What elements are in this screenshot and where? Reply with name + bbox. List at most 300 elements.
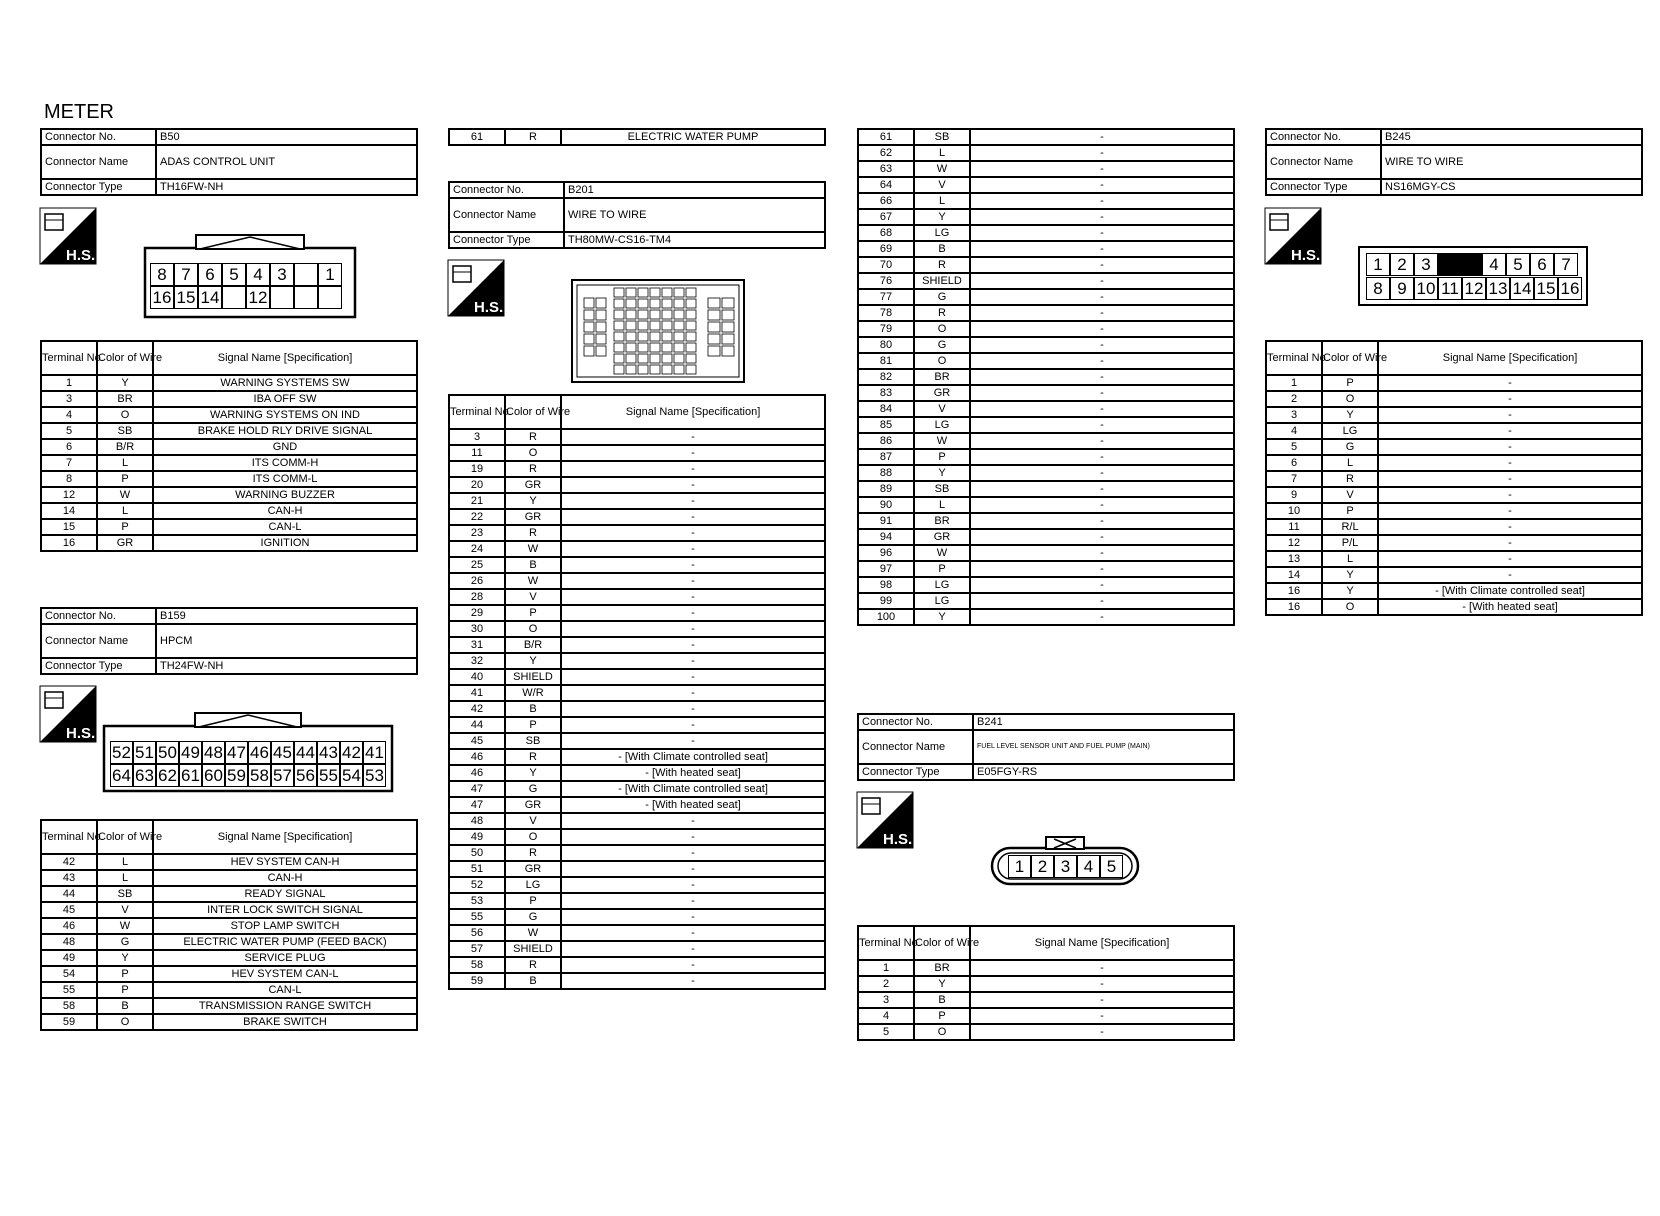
signal-name-cell: SERVICE PLUG bbox=[153, 950, 417, 966]
wire-color-cell: W bbox=[505, 541, 561, 557]
wire-color-cell: Y bbox=[505, 765, 561, 781]
terminal-no-cell: 98 bbox=[858, 577, 914, 593]
signal-name-cell: - bbox=[970, 385, 1234, 401]
table-row bbox=[41, 918, 417, 934]
wire-color-cell: Y bbox=[505, 653, 561, 669]
wire-color-cell: GR bbox=[505, 509, 561, 525]
terminal-no-cell: 6 bbox=[41, 439, 97, 455]
terminal-no-cell: 4 bbox=[858, 1008, 914, 1024]
wire-color-cell: L bbox=[914, 145, 970, 161]
table-row bbox=[858, 513, 1234, 529]
signal-name-cell: - bbox=[970, 289, 1234, 305]
connector-cavity bbox=[596, 346, 606, 356]
terminal-no-cell: 79 bbox=[858, 321, 914, 337]
terminal-no-cell: 21 bbox=[449, 493, 505, 509]
terminal-no-cell: 89 bbox=[858, 481, 914, 497]
wire-color-cell: R bbox=[505, 749, 561, 765]
connector-cavity bbox=[626, 354, 636, 363]
wire-color-cell: G bbox=[505, 909, 561, 925]
signal-name-cell: - bbox=[970, 561, 1234, 577]
terminal-no-cell: 4 bbox=[41, 407, 97, 423]
signal-name-cell: - bbox=[561, 445, 825, 461]
connector-pin: 64 bbox=[110, 764, 133, 787]
connector-face-b201 bbox=[570, 276, 746, 389]
wire-color-cell: LG bbox=[505, 877, 561, 893]
terminal-no-cell: 94 bbox=[858, 529, 914, 545]
header-terminal-no: Terminal No. bbox=[449, 395, 505, 429]
pin-grid-b50 bbox=[150, 263, 342, 309]
wire-color-cell: P bbox=[914, 561, 970, 577]
wire-color-cell: LG bbox=[914, 577, 970, 593]
wire-color-cell: V bbox=[97, 902, 153, 918]
table-row bbox=[449, 685, 825, 701]
connector-cavity bbox=[686, 299, 696, 308]
column-1 bbox=[40, 128, 418, 196]
table-row bbox=[1266, 455, 1642, 471]
connector-cavity bbox=[614, 321, 624, 330]
table-row bbox=[858, 545, 1234, 561]
connector-pin: 6 bbox=[198, 263, 222, 286]
terminal-no-cell: 3 bbox=[41, 391, 97, 407]
wire-color-cell: L bbox=[97, 503, 153, 519]
terminal-no-cell: 25 bbox=[449, 557, 505, 573]
connector-cavity bbox=[686, 288, 696, 297]
wire-color-cell: Y bbox=[1322, 567, 1378, 583]
wire-color-cell: GR bbox=[914, 529, 970, 545]
wire-color-cell: P bbox=[505, 717, 561, 733]
terminal-no-cell: 49 bbox=[41, 950, 97, 966]
connector-pin: 43 bbox=[317, 741, 340, 764]
wire-color-cell: R bbox=[914, 305, 970, 321]
terminal-table-b50 bbox=[40, 340, 418, 552]
connector-pin: 58 bbox=[248, 764, 271, 787]
wire-color-cell: GR bbox=[914, 385, 970, 401]
table-row bbox=[858, 241, 1234, 257]
table-row bbox=[41, 535, 417, 551]
connector-cavity bbox=[722, 334, 734, 344]
wire-color-cell: R/L bbox=[1322, 519, 1378, 535]
terminal-no-cell: 63 bbox=[858, 161, 914, 177]
terminal-no-cell: 96 bbox=[858, 545, 914, 561]
connector-cavity bbox=[596, 322, 606, 332]
connector-pin: 12 bbox=[1462, 277, 1486, 300]
wire-color-cell: BR bbox=[914, 513, 970, 529]
wire-color-cell: R bbox=[505, 845, 561, 861]
table-row bbox=[449, 701, 825, 717]
table-row bbox=[449, 813, 825, 829]
table-row bbox=[449, 605, 825, 621]
connector-cavity bbox=[662, 299, 672, 308]
terminal-no-cell: 42 bbox=[449, 701, 505, 717]
terminal-table-b245 bbox=[1265, 340, 1643, 616]
table-row bbox=[858, 289, 1234, 305]
signal-name-cell: - bbox=[561, 845, 825, 861]
signal-name-cell: - bbox=[970, 545, 1234, 561]
connector-pin: 4 bbox=[1077, 855, 1100, 878]
table-row bbox=[858, 369, 1234, 385]
signal-name-cell: - bbox=[1378, 519, 1642, 535]
table-row bbox=[1266, 407, 1642, 423]
connector-cavity bbox=[662, 321, 672, 330]
table-row bbox=[449, 653, 825, 669]
wire-color-cell: V bbox=[1322, 487, 1378, 503]
signal-name-cell: ELECTRIC WATER PUMP (FEED BACK) bbox=[153, 934, 417, 950]
table-row bbox=[449, 925, 825, 941]
connector-cavity bbox=[584, 310, 594, 320]
connector-pin: 7 bbox=[1554, 253, 1578, 276]
signal-name-cell: - bbox=[1378, 391, 1642, 407]
terminal-no-cell: 100 bbox=[858, 609, 914, 625]
connector-type-value: TH16FW-NH bbox=[156, 179, 417, 195]
signal-name-cell: - bbox=[561, 573, 825, 589]
connector-name-value: WIRE TO WIRE bbox=[1381, 145, 1642, 179]
signal-name-cell: - bbox=[561, 621, 825, 637]
connector-cavity bbox=[674, 332, 684, 341]
label-connector-name: Connector Name bbox=[858, 730, 973, 764]
table-row bbox=[858, 529, 1234, 545]
connector-pin: 2 bbox=[1031, 855, 1054, 878]
table-row bbox=[41, 982, 417, 998]
signal-name-cell: - bbox=[561, 493, 825, 509]
table-row bbox=[41, 407, 417, 423]
table-row bbox=[41, 966, 417, 982]
pin-grid-b159 bbox=[110, 741, 386, 787]
terminal-table-b241 bbox=[857, 925, 1235, 1041]
hs-icon bbox=[857, 792, 913, 848]
wire-color-cell: P bbox=[97, 519, 153, 535]
connector-cavity bbox=[638, 288, 648, 297]
connector-pin bbox=[294, 286, 318, 309]
connector-no-value: B159 bbox=[156, 608, 417, 624]
terminal-no-cell: 2 bbox=[1266, 391, 1322, 407]
wire-color-cell: P bbox=[97, 982, 153, 998]
pin-grid-b241 bbox=[1008, 855, 1123, 878]
connector-cavity bbox=[662, 332, 672, 341]
wire-color-cell: G bbox=[97, 934, 153, 950]
table-row bbox=[858, 161, 1234, 177]
header-terminal-no: Terminal No. bbox=[1266, 341, 1322, 375]
connector-cavity bbox=[626, 299, 636, 308]
connector-pin: 62 bbox=[156, 764, 179, 787]
signal-name-cell: - bbox=[561, 509, 825, 525]
terminal-no-cell: 91 bbox=[858, 513, 914, 529]
signal-name-cell: - bbox=[561, 605, 825, 621]
connector-pin: 45 bbox=[271, 741, 294, 764]
connector-cavity bbox=[662, 365, 672, 374]
connector-type-value: E05FGY-RS bbox=[973, 764, 1234, 780]
header-signal-name: Signal Name [Specification] bbox=[561, 395, 825, 429]
wire-color-cell: L bbox=[914, 193, 970, 209]
table-row bbox=[449, 733, 825, 749]
table-row bbox=[449, 781, 825, 797]
terminal-no-cell: 85 bbox=[858, 417, 914, 433]
connector-pin: 1 bbox=[1008, 855, 1031, 878]
connector-pin: 9 bbox=[1390, 277, 1414, 300]
terminal-no-cell: 53 bbox=[449, 893, 505, 909]
connector-cavity bbox=[686, 343, 696, 352]
connector-cavity bbox=[584, 322, 594, 332]
terminal-no-cell: 12 bbox=[1266, 535, 1322, 551]
table-row bbox=[858, 129, 1234, 145]
signal-name-cell: - bbox=[1378, 407, 1642, 423]
signal-name-cell: - bbox=[1378, 503, 1642, 519]
terminal-no-cell: 26 bbox=[449, 573, 505, 589]
connector-cavity bbox=[650, 299, 660, 308]
connector-info-b50 bbox=[40, 128, 418, 196]
wire-color-cell: L bbox=[1322, 551, 1378, 567]
wire-color-cell: Y bbox=[914, 976, 970, 992]
table-row bbox=[449, 525, 825, 541]
signal-name-cell: - bbox=[970, 593, 1234, 609]
signal-name-cell: - bbox=[970, 1024, 1234, 1040]
table-row bbox=[41, 998, 417, 1014]
signal-name-cell: - bbox=[561, 909, 825, 925]
hs-icon bbox=[448, 260, 504, 316]
connector-no-value: B201 bbox=[564, 182, 825, 198]
table-row bbox=[1266, 599, 1642, 615]
terminal-no-cell: 11 bbox=[449, 445, 505, 461]
terminal-table-b159 bbox=[40, 819, 418, 1031]
table-row bbox=[449, 429, 825, 445]
table-row bbox=[449, 909, 825, 925]
table-row bbox=[41, 854, 417, 870]
wire-color-cell: R bbox=[505, 461, 561, 477]
wire-color-cell: Y bbox=[505, 493, 561, 509]
connector-cavity bbox=[674, 365, 684, 374]
connector-pin: 7 bbox=[174, 263, 198, 286]
wire-color-cell: Y bbox=[914, 609, 970, 625]
terminal-table-b201-continued-wrap bbox=[857, 128, 1235, 626]
label-connector-type: Connector Type bbox=[41, 658, 156, 674]
signal-name-cell: - bbox=[970, 433, 1234, 449]
terminal-no-cell: 47 bbox=[449, 781, 505, 797]
connector-pin: 59 bbox=[225, 764, 248, 787]
connector-cavity bbox=[596, 310, 606, 320]
table-row bbox=[858, 960, 1234, 976]
terminal-no-cell: 55 bbox=[41, 982, 97, 998]
signal-name-cell: IGNITION bbox=[153, 535, 417, 551]
wire-color-cell: Y bbox=[97, 950, 153, 966]
signal-name-cell: - bbox=[1378, 455, 1642, 471]
signal-name-cell: - bbox=[970, 353, 1234, 369]
terminal-no-cell: 7 bbox=[1266, 471, 1322, 487]
signal-name-cell: BRAKE SWITCH bbox=[153, 1014, 417, 1030]
table-row bbox=[41, 439, 417, 455]
connector-cavity bbox=[650, 332, 660, 341]
signal-name-cell: - bbox=[970, 129, 1234, 145]
signal-name-cell: - bbox=[1378, 535, 1642, 551]
table-row bbox=[1266, 583, 1642, 599]
signal-name-cell: - bbox=[561, 557, 825, 573]
connector-cavity bbox=[614, 343, 624, 352]
connector-cavity bbox=[584, 346, 594, 356]
terminal-table-b241-wrap bbox=[857, 925, 1235, 1041]
signal-name-cell: - bbox=[1378, 471, 1642, 487]
wire-color-cell: L bbox=[97, 854, 153, 870]
wire-color-cell: W/R bbox=[505, 685, 561, 701]
signal-name-cell: - bbox=[970, 145, 1234, 161]
terminal-no-cell: 47 bbox=[449, 797, 505, 813]
connector-cavity bbox=[614, 332, 624, 341]
terminal-no-cell: 41 bbox=[449, 685, 505, 701]
terminal-no-cell: 28 bbox=[449, 589, 505, 605]
terminal-no-cell: 15 bbox=[41, 519, 97, 535]
connector-cavity bbox=[674, 321, 684, 330]
header-color-of-wire: Color of Wire bbox=[97, 820, 153, 854]
table-row bbox=[858, 449, 1234, 465]
connector-cavity bbox=[674, 299, 684, 308]
wire-color-cell: BR bbox=[914, 960, 970, 976]
connector-cavity bbox=[638, 321, 648, 330]
wire-color-cell: GR bbox=[97, 535, 153, 551]
label-connector-name: Connector Name bbox=[41, 624, 156, 658]
connector-no-value: B241 bbox=[973, 714, 1234, 730]
wire-color-cell: O bbox=[97, 1014, 153, 1030]
connector-pin: 5 bbox=[1100, 855, 1123, 878]
table-row bbox=[449, 461, 825, 477]
terminal-no-cell: 42 bbox=[41, 854, 97, 870]
table-row bbox=[449, 861, 825, 877]
terminal-no-cell: 45 bbox=[449, 733, 505, 749]
table-row bbox=[1266, 471, 1642, 487]
wire-color-cell: Y bbox=[97, 375, 153, 391]
signal-name-cell: - bbox=[561, 733, 825, 749]
connector-pin: 14 bbox=[198, 286, 222, 309]
connector-pin: 3 bbox=[1054, 855, 1077, 878]
signal-name-cell: - bbox=[561, 925, 825, 941]
table-row bbox=[449, 973, 825, 989]
table-row bbox=[449, 445, 825, 461]
connector-info-b159-wrap bbox=[40, 607, 418, 675]
connector-cavity bbox=[722, 310, 734, 320]
wire-color-cell: BR bbox=[97, 391, 153, 407]
wire-color-cell: O bbox=[914, 1024, 970, 1040]
wire-color-cell: R bbox=[505, 525, 561, 541]
signal-name-cell: - bbox=[970, 401, 1234, 417]
label-connector-no: Connector No. bbox=[41, 129, 156, 145]
connector-pin bbox=[1438, 253, 1482, 276]
hs-label: H.S. bbox=[883, 831, 913, 848]
wire-color-cell: O bbox=[914, 353, 970, 369]
terminal-no-cell: 97 bbox=[858, 561, 914, 577]
connector-cavity bbox=[584, 298, 594, 308]
table-row bbox=[449, 845, 825, 861]
signal-name-cell: - bbox=[561, 429, 825, 445]
wire-color-cell: V bbox=[505, 813, 561, 829]
wire-color-cell: W bbox=[505, 573, 561, 589]
wire-color-cell: G bbox=[914, 337, 970, 353]
connector-pin: 8 bbox=[1366, 277, 1390, 300]
terminal-no-cell: 64 bbox=[858, 177, 914, 193]
terminal-no-cell: 8 bbox=[41, 471, 97, 487]
connector-cavity bbox=[638, 299, 648, 308]
signal-name-cell: INTER LOCK SWITCH SIGNAL bbox=[153, 902, 417, 918]
terminal-no-cell: 83 bbox=[858, 385, 914, 401]
connector-cavity bbox=[662, 354, 672, 363]
table-row bbox=[449, 797, 825, 813]
table-row bbox=[41, 503, 417, 519]
connector-pin: 4 bbox=[246, 263, 270, 286]
connector-pin: 41 bbox=[363, 741, 386, 764]
header-color-of-wire: Color of Wire bbox=[914, 926, 970, 960]
table-row bbox=[858, 992, 1234, 1008]
terminal-no-cell: 45 bbox=[41, 902, 97, 918]
connector-cavity bbox=[708, 322, 720, 332]
header-color-of-wire: Color of Wire bbox=[505, 395, 561, 429]
terminal-no-cell: 80 bbox=[858, 337, 914, 353]
signal-name-cell: - bbox=[970, 417, 1234, 433]
connector-cavity bbox=[638, 310, 648, 319]
connector-pin: 15 bbox=[1534, 277, 1558, 300]
wire-color-cell: P bbox=[1322, 375, 1378, 391]
connector-cavity bbox=[722, 322, 734, 332]
wire-color-cell: P bbox=[505, 893, 561, 909]
connector-pin: 13 bbox=[1486, 277, 1510, 300]
table-row bbox=[858, 353, 1234, 369]
connector-cavity bbox=[722, 298, 734, 308]
hs-icon bbox=[1265, 208, 1321, 264]
table-row bbox=[858, 321, 1234, 337]
terminal-no-cell: 1 bbox=[1266, 375, 1322, 391]
signal-name-cell: HEV SYSTEM CAN-H bbox=[153, 854, 417, 870]
terminal-no-cell: 90 bbox=[858, 497, 914, 513]
terminal-table-b159-wrap bbox=[40, 819, 418, 1031]
table-row bbox=[858, 257, 1234, 273]
signal-name-cell: - bbox=[1378, 375, 1642, 391]
table-row bbox=[449, 893, 825, 909]
terminal-no-cell: 66 bbox=[858, 193, 914, 209]
terminal-no-cell: 77 bbox=[858, 289, 914, 305]
table-row bbox=[41, 519, 417, 535]
wire-color-cell: P/L bbox=[1322, 535, 1378, 551]
signal-name-cell: - bbox=[561, 685, 825, 701]
wire-color-cell: P bbox=[505, 605, 561, 621]
connector-type-value: TH24FW-NH bbox=[156, 658, 417, 674]
connector-pin bbox=[294, 263, 318, 286]
connector-pin: 1 bbox=[1366, 253, 1390, 276]
signal-name-cell: - bbox=[970, 609, 1234, 625]
terminal-no-cell: 32 bbox=[449, 653, 505, 669]
table-row bbox=[858, 225, 1234, 241]
signal-name-cell: WARNING BUZZER bbox=[153, 487, 417, 503]
wire-color-cell: B bbox=[505, 701, 561, 717]
signal-name-cell: - [With heated seat] bbox=[561, 765, 825, 781]
table-row bbox=[449, 749, 825, 765]
signal-name-cell: - [With Climate controlled seat] bbox=[561, 781, 825, 797]
signal-name-cell: - bbox=[561, 861, 825, 877]
signal-name-cell: STOP LAMP SWITCH bbox=[153, 918, 417, 934]
hs-icon bbox=[40, 686, 96, 742]
connector-pin: 16 bbox=[1558, 277, 1582, 300]
table-row bbox=[858, 401, 1234, 417]
terminal-no-cell: 56 bbox=[449, 925, 505, 941]
table-row bbox=[858, 465, 1234, 481]
signal-name-cell: - bbox=[561, 541, 825, 557]
terminal-no-cell: 7 bbox=[41, 455, 97, 471]
connector-cavity bbox=[614, 288, 624, 297]
connector-name-value: FUEL LEVEL SENSOR UNIT AND FUEL PUMP (MAIN) bbox=[973, 730, 1234, 764]
terminal-no-cell: 11 bbox=[1266, 519, 1322, 535]
connector-cavity bbox=[638, 332, 648, 341]
terminal-no-cell: 62 bbox=[858, 145, 914, 161]
signal-name-cell: - bbox=[561, 973, 825, 989]
terminal-no-cell: 68 bbox=[858, 225, 914, 241]
table-row bbox=[858, 433, 1234, 449]
header-color-of-wire: Color of Wire bbox=[1322, 341, 1378, 375]
header-signal-name: Signal Name [Specification] bbox=[153, 341, 417, 375]
terminal-no-cell: 78 bbox=[858, 305, 914, 321]
wire-color-cell: V bbox=[914, 177, 970, 193]
